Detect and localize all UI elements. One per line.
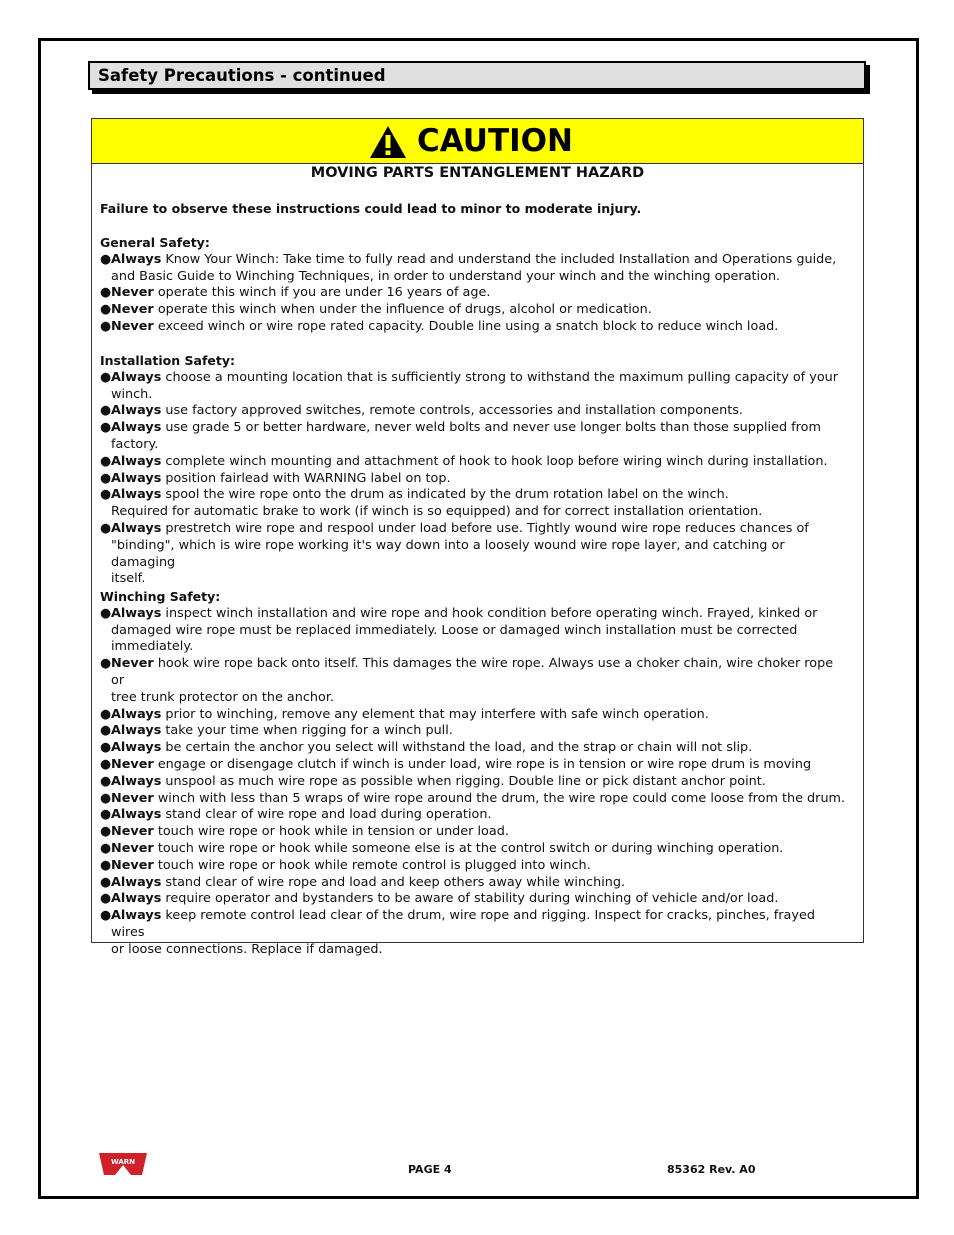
- safety-item: [100, 791, 850, 808]
- bullet-icon: ●: [100, 857, 112, 873]
- safety-text-line: take your time when rigging for a winch pull.: [165, 723, 453, 739]
- safety-item: [100, 403, 850, 420]
- safety-text-line: stand clear of wire rope and load and keep others away while winching.: [165, 874, 626, 890]
- bullet-icon: ●: [100, 908, 112, 924]
- safety-item: [100, 370, 850, 404]
- safety-keyword: Always: [111, 420, 162, 436]
- bullet-icon: ●: [100, 740, 112, 756]
- safety-text-line: operate this winch when under the influence of drugs, alcohol or medication.: [157, 302, 652, 318]
- safety-text-line: exceed winch or wire rope rated capacity. Double line using a snatch block to reduce winch load.: [157, 318, 779, 334]
- safety-item: [100, 757, 850, 774]
- safety-keyword: Always: [111, 251, 162, 267]
- safety-item: [100, 774, 850, 791]
- safety-keyword: Never: [111, 302, 154, 318]
- safety-item: [100, 858, 850, 875]
- safety-text-line: position fairlead with WARNING label on top.: [165, 470, 451, 486]
- safety-item: [100, 807, 850, 824]
- safety-text-line: stand clear of wire rope and load during operation.: [165, 807, 492, 823]
- bullet-icon: ●: [100, 891, 112, 907]
- page-number: PAGE 4: [408, 1163, 452, 1176]
- general-safety-section: [100, 235, 850, 336]
- bullet-icon: ●: [100, 318, 112, 334]
- bullet-icon: ●: [100, 706, 112, 722]
- safety-text-line: prior to winching, remove any element that may interfere with safe winch operation.: [165, 706, 709, 722]
- bullet-icon: ●: [100, 487, 112, 503]
- bullet-icon: ●: [100, 420, 112, 436]
- safety-item: [100, 319, 850, 336]
- caution-box: [91, 118, 864, 957]
- bullet-icon: ●: [100, 840, 112, 856]
- safety-keyword: Always: [111, 605, 162, 621]
- bullet-icon: ●: [100, 656, 112, 672]
- safety-keyword: Never: [111, 824, 154, 840]
- safety-keyword: Always: [111, 908, 162, 924]
- safety-item: [100, 521, 850, 588]
- safety-keyword: Always: [111, 470, 162, 486]
- safety-text-line: touch wire rope or hook while in tension or under load.: [157, 824, 509, 840]
- safety-text-line: choose a mounting location that is sufficiently strong to withstand the maximum pulling capacity of your: [165, 369, 839, 385]
- safety-keyword: Never: [111, 656, 154, 672]
- safety-keyword: Never: [111, 857, 154, 873]
- safety-text-line: be certain the anchor you select will withstand the load, and the strap or chain will not slip.: [165, 740, 753, 756]
- safety-text-line: unspool as much wire rope as possible when rigging. Double line or pick distant anchor point.: [165, 773, 766, 789]
- safety-keyword: Never: [111, 285, 154, 301]
- safety-text-line: inspect winch installation and wire rope and hook condition before operating winch. Frayed, kinked or: [165, 605, 818, 621]
- bullet-icon: ●: [100, 790, 112, 806]
- safety-item: [100, 740, 850, 757]
- bullet-icon: ●: [100, 807, 112, 823]
- group-title: Installation Safety:: [100, 353, 235, 368]
- safety-text-line: keep remote control lead clear of the drum, wire rope and rigging. Inspect for cracks, pinches, frayed wires: [111, 908, 815, 940]
- safety-text-line: factory.: [111, 436, 159, 452]
- safety-keyword: Always: [111, 453, 162, 469]
- safety-text-line: engage or disengage clutch if winch is under load, wire rope is in tension or wire rope drum is moving: [157, 756, 812, 772]
- safety-item: [100, 707, 850, 724]
- safety-keyword: Never: [111, 840, 154, 856]
- safety-keyword: Always: [111, 807, 162, 823]
- safety-item: [100, 908, 850, 958]
- safety-keyword: Never: [111, 756, 154, 772]
- bullet-icon: ●: [100, 302, 112, 318]
- safety-item: [100, 252, 850, 286]
- winching-safety-section: [100, 589, 850, 959]
- safety-text-line: Know Your Winch: Take time to fully read and understand the included Installation and Operations guide,: [165, 251, 837, 267]
- safety-text-line: require operator and bystanders to be aware of stability during winching of vehicle and/or load.: [165, 891, 779, 907]
- bullet-icon: ●: [100, 285, 112, 301]
- safety-text-line: spool the wire rope onto the drum as indicated by the drum rotation label on the winch.: [165, 487, 729, 503]
- safety-item: [100, 891, 850, 908]
- logo-text: WARN: [110, 1158, 136, 1166]
- safety-text-line: tree trunk protector on the anchor.: [111, 689, 334, 705]
- group-title: Winching Safety:: [100, 589, 221, 604]
- safety-item: [100, 420, 850, 454]
- safety-keyword: Always: [111, 403, 162, 419]
- safety-text-line: winch with less than 5 wraps of wire rope around the drum, the wire rope could come loose from the drum.: [157, 790, 846, 806]
- safety-text-line: itself.: [111, 571, 146, 587]
- safety-item: [100, 487, 850, 521]
- safety-text-line: winch.: [111, 386, 153, 402]
- safety-text-line: Required for automatic brake to work (if winch is so equipped) and for correct installation orientation.: [111, 504, 763, 520]
- safety-text-line: hook wire rope back onto itself. This damages the wire rope. Always use a choker chain, wire choker rope or: [111, 656, 834, 688]
- injury-warning: Failure to observe these instructions could lead to minor to moderate injury.: [100, 201, 642, 216]
- safety-keyword: Always: [111, 891, 162, 907]
- bullet-icon: ●: [100, 251, 112, 267]
- signal-word: CAUTION: [417, 123, 573, 159]
- safety-keyword: Always: [111, 740, 162, 756]
- bullet-icon: ●: [100, 756, 112, 772]
- safety-item: [100, 471, 850, 488]
- safety-text-line: prestretch wire rope and respool under load before use. Tightly wound wire rope reduces chances of: [165, 520, 809, 536]
- bullet-icon: ●: [100, 605, 112, 621]
- safety-text-line: or loose connections. Replace if damaged.: [111, 941, 383, 957]
- bullet-icon: ●: [100, 453, 112, 469]
- safety-text-line: use grade 5 or better hardware, never weld bolts and never use longer bolts than those supplied from: [165, 420, 821, 436]
- safety-item: [100, 824, 850, 841]
- document-number: 85362 Rev. A0: [667, 1163, 756, 1176]
- bullet-icon: ●: [100, 470, 112, 486]
- hazard-title: MOVING PARTS ENTANGLEMENT HAZARD: [310, 165, 645, 181]
- safety-text-line: immediately.: [111, 639, 194, 655]
- bullet-icon: ●: [100, 874, 112, 890]
- safety-text-line: operate this winch if you are under 16 years of age.: [157, 285, 491, 301]
- safety-keyword: Always: [111, 706, 162, 722]
- bullet-icon: ●: [100, 403, 112, 419]
- section-header-title: Safety Precautions - continued: [98, 66, 386, 85]
- safety-text-line: and Basic Guide to Winching Techniques, in order to understand your winch and the winching operation.: [111, 268, 781, 284]
- safety-item: [100, 606, 850, 656]
- safety-keyword: Never: [111, 318, 154, 334]
- safety-keyword: Always: [111, 773, 162, 789]
- safety-keyword: Always: [111, 874, 162, 890]
- safety-keyword: Always: [111, 487, 162, 503]
- caution-banner: [92, 119, 863, 164]
- safety-item: [100, 285, 850, 302]
- safety-text-line: damaged wire rope must be replaced immediately. Loose or damaged winch installation must be corrected: [111, 622, 798, 638]
- safety-keyword: Always: [111, 520, 162, 536]
- bullet-icon: ●: [100, 773, 112, 789]
- safety-item: [100, 454, 850, 471]
- bullet-icon: ●: [100, 520, 112, 536]
- safety-text-line: "binding", which is wire rope working it's way down into a loosely wound wire rope layer, and catching or damaging: [111, 537, 785, 570]
- installation-safety-section: [100, 353, 850, 588]
- safety-text-line: touch wire rope or hook while remote control is plugged into winch.: [157, 857, 591, 873]
- bullet-icon: ●: [100, 723, 112, 739]
- safety-text-line: complete winch mounting and attachment of hook to hook loop before wiring winch during installation.: [165, 453, 828, 469]
- safety-item: [100, 302, 850, 319]
- warn-logo: [98, 1151, 148, 1177]
- safety-text-line: touch wire rope or hook while someone else is at the control switch or during winching operation.: [157, 840, 784, 856]
- safety-keyword: Always: [111, 369, 162, 385]
- safety-item: [100, 656, 850, 706]
- safety-keyword: Never: [111, 790, 154, 806]
- safety-keyword: Always: [111, 723, 162, 739]
- safety-item: [100, 875, 850, 892]
- bullet-icon: ●: [100, 369, 112, 385]
- section-header: [88, 61, 866, 90]
- safety-item: [100, 841, 850, 858]
- group-title: General Safety:: [100, 235, 210, 250]
- bullet-icon: ●: [100, 824, 112, 840]
- warning-triangle-icon: [369, 125, 407, 159]
- safety-text-line: use factory approved switches, remote controls, accessories and installation components.: [165, 403, 743, 419]
- safety-item: [100, 723, 850, 740]
